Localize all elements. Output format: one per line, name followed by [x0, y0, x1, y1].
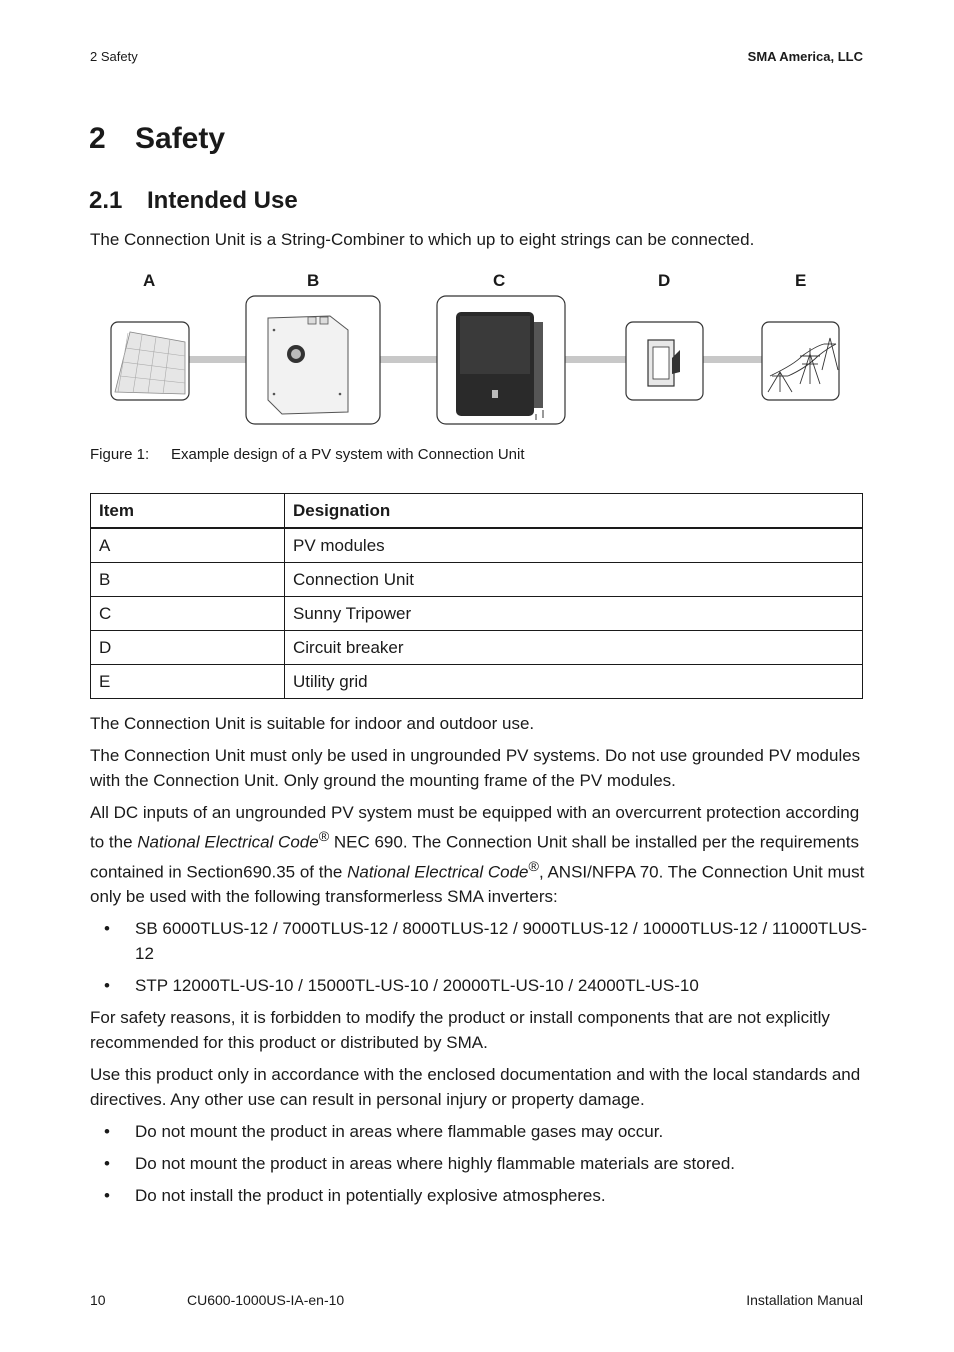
table-row — [91, 597, 863, 631]
footer-manual-title: Installation Manual — [746, 1292, 863, 1308]
registered-mark: ® — [528, 858, 539, 875]
chapter-title: Safety — [135, 122, 226, 155]
bullet: • — [104, 1154, 110, 1174]
utility-grid-icon — [762, 322, 839, 400]
pv-modules-icon — [111, 322, 189, 400]
table-row — [91, 665, 863, 699]
overcurrent-text-c: , ANSI/NFPA 70. The Connection Unit must only be used with the following transformerless SMA inverters: — [90, 862, 865, 907]
paragraph-modification: For safety reasons, it is forbidden to modify the product or install components that are not explicitly recommended for this product or distributed by SMA. — [90, 1008, 830, 1053]
table-header-designation: Designation — [285, 494, 863, 529]
list-item — [90, 916, 870, 966]
overcurrent-text-b: NEC 690. The Connection Unit shall be installed per the requirements contained in Section690.35 of the — [90, 832, 859, 882]
section-title: Intended Use — [147, 187, 298, 214]
nec-name: National Electrical Code — [137, 832, 319, 852]
overcurrent-text-a: All DC inputs of an ungrounded PV system must be equipped with an overcurrent protection according to the — [90, 803, 860, 852]
table-cell-item: B — [91, 563, 285, 597]
figure-caption — [90, 446, 525, 463]
list-item — [90, 973, 870, 998]
paragraph-indoor-outdoor: The Connection Unit is suitable for indoor and outdoor use. — [90, 714, 535, 733]
list-item-text: Do not mount the product in areas where highly flammable materials are stored. — [135, 1154, 736, 1174]
designation-table — [90, 493, 863, 699]
figure-letter-e: E — [795, 271, 807, 290]
figure-letter-c: C — [493, 271, 506, 290]
figure-letter-d: D — [658, 271, 671, 290]
chapter-number: 2 — [89, 122, 106, 155]
paragraph-documentation: Use this product only in accordance with the enclosed documentation and with the local standards and directives. Any other use can result in personal injury or property damage. — [90, 1065, 861, 1110]
figure-caption-text: Example design of a PV system with Connection Unit — [171, 446, 525, 463]
intro-text: The Connection Unit is a String-Combiner to which up to eight strings can be connected. — [90, 230, 755, 249]
table-cell-item: D — [91, 631, 285, 665]
table-cell-designation: PV modules — [285, 528, 863, 563]
bullet: • — [104, 1122, 110, 1142]
figure-letter-a: A — [143, 271, 156, 290]
list-item-text: Do not mount the product in areas where flammable gases may occur. — [135, 1122, 664, 1142]
paragraph-overcurrent — [90, 800, 870, 909]
bullet: • — [104, 976, 110, 996]
list-item — [90, 1151, 870, 1176]
table-cell-item: C — [91, 597, 285, 631]
table-cell-designation: Circuit breaker — [285, 631, 863, 665]
list-item-text: Do not install the product in potentially explosive atmospheres. — [135, 1186, 606, 1206]
header-company: SMA America, LLC — [747, 49, 863, 64]
list-item — [90, 1183, 870, 1208]
circuit-breaker-icon — [626, 322, 703, 400]
table-row — [91, 631, 863, 665]
list-item — [90, 1119, 870, 1144]
figure-letter-b: B — [307, 271, 320, 290]
section-number: 2.1 — [89, 187, 123, 214]
table-cell-item: A — [91, 528, 285, 563]
bullet: • — [104, 1186, 110, 1206]
table-cell-designation: Sunny Tripower — [285, 597, 863, 631]
footer-doc-id: CU600-1000US-IA-en-10 — [187, 1292, 345, 1308]
paragraph-ungrounded: The Connection Unit must only be used in ungrounded PV systems. Do not use grounded PV modules with the Connection Unit. Only ground the mounting frame of the PV modules. — [90, 746, 861, 790]
body-content — [90, 711, 870, 1215]
table-cell-item: E — [91, 665, 285, 699]
sunny-tripower-icon — [437, 296, 565, 424]
table-row — [91, 528, 863, 563]
header-section: 2 Safety — [90, 49, 138, 64]
chapter-heading — [89, 122, 225, 156]
table-header-row — [91, 494, 863, 529]
registered-mark: ® — [318, 829, 330, 845]
table-header-item: Item — [91, 494, 285, 529]
inverter-list — [90, 916, 870, 998]
table-cell-designation: Utility grid — [285, 665, 863, 699]
pv-system-diagram — [100, 290, 850, 430]
nec-name: National Electrical Code — [347, 862, 529, 882]
list-item-text: STP 12000TL-US-10 / 15000TL-US-10 / 20000TL-US-10 / 24000TL-US-10 — [135, 976, 699, 996]
connection-unit-icon — [246, 296, 380, 424]
warning-list — [90, 1119, 870, 1208]
bullet: • — [104, 919, 110, 939]
figure-caption-label: Figure 1: — [90, 446, 150, 463]
list-item-text: SB 6000TLUS-12 / 7000TLUS-12 / 8000TLUS-12 / 9000TLUS-12 / 10000TLUS-12 / 11000TLUS-12 — [135, 919, 868, 964]
footer-page-number: 10 — [90, 1292, 106, 1308]
table-row — [91, 563, 863, 597]
table-cell-designation: Connection Unit — [285, 563, 863, 597]
section-heading — [89, 187, 298, 215]
